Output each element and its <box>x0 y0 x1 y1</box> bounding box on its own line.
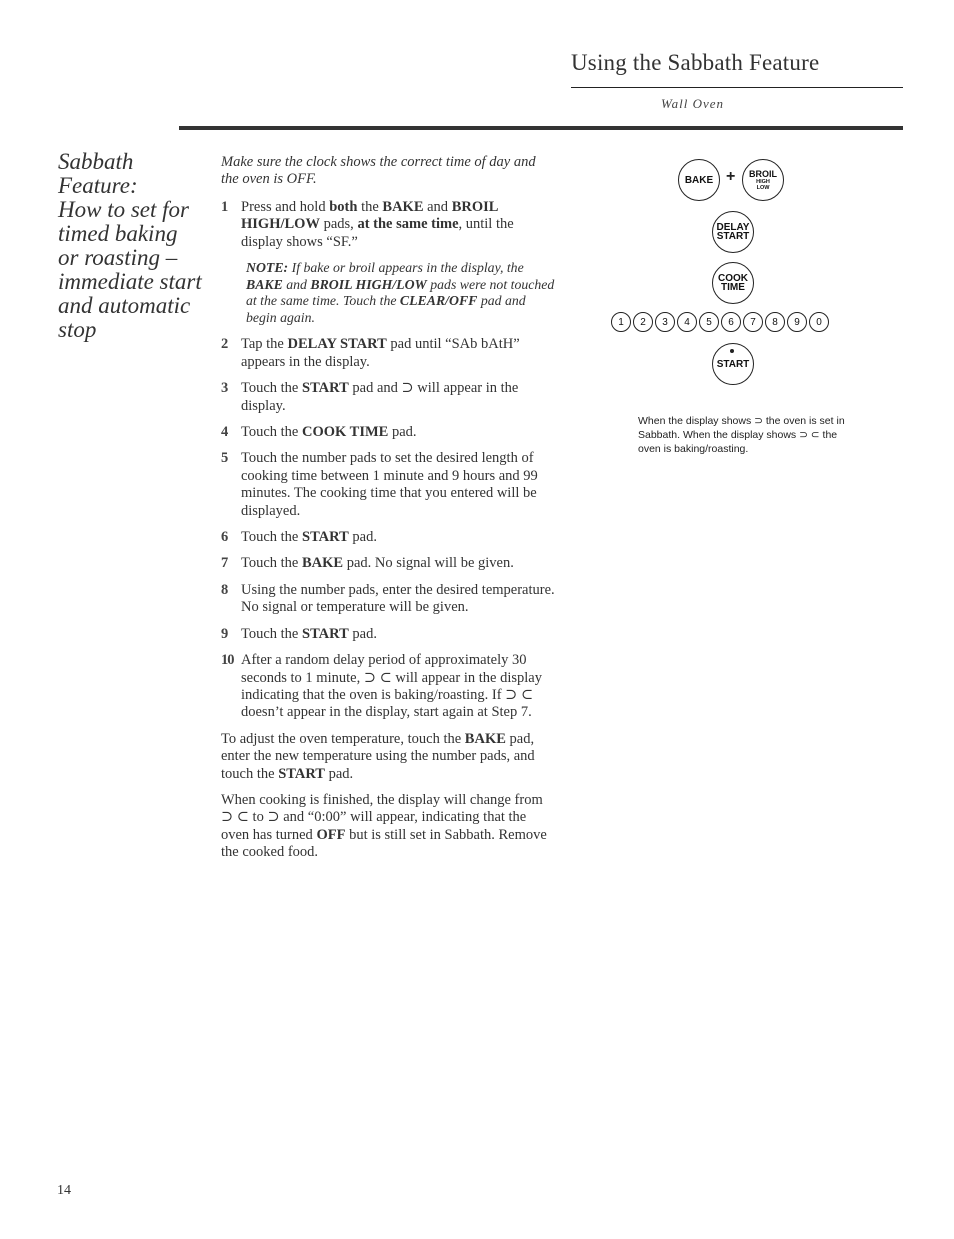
side-heading-line: immediate start <box>58 269 202 294</box>
figure-caption: When the display shows ⊃ the oven is set in Sabbath. When the display shows ⊃ ⊂ the oven is baking/roasting. <box>638 415 845 455</box>
number-pad-4-icon: 4 <box>677 312 697 332</box>
intro-text: Make sure the clock shows the correct time of day and the oven is OFF. <box>221 154 536 188</box>
number-pad-9-icon: 9 <box>787 312 807 332</box>
step-8 <box>221 582 556 617</box>
number-pad-0-icon: 0 <box>809 312 829 332</box>
side-heading-line: or roasting – <box>58 245 178 270</box>
side-heading-line: Feature: <box>58 173 138 198</box>
step-text: Touch the START pad and ⊃ will appear in the display. <box>241 380 519 414</box>
step-text: Press and hold both the BAKE and BROIL HIGH/LOW pads, at the same time, until the display shows “SF.” <box>241 198 514 250</box>
start-pad-indicator-dot <box>730 349 734 353</box>
step-number: 3 <box>221 380 229 397</box>
number-pad-2-icon: 2 <box>633 312 653 332</box>
page-number: 14 <box>57 1183 71 1198</box>
note: NOTE: If bake or broil appears in the display, the BAKE and BROIL HIGH/LOW pads were not touched at the same time. Touch the CLEAR/OFF pad and begin again. <box>246 260 555 325</box>
side-heading-line: timed baking <box>58 221 178 246</box>
side-heading-line: stop <box>58 317 97 342</box>
step-number: 10 <box>221 652 234 669</box>
step-number: 7 <box>221 555 229 572</box>
section-divider <box>179 126 903 130</box>
number-pad-3-icon: 3 <box>655 312 675 332</box>
side-heading <box>58 150 218 342</box>
adjust-temperature-paragraph: To adjust the oven temperature, touch the BAKE pad, enter the new temperature using the number pads, and touch the START pad. <box>221 730 535 782</box>
step-5 <box>221 450 556 520</box>
number-pad-8-icon: 8 <box>765 312 785 332</box>
step-text: Touch the BAKE pad. No signal will be given. <box>241 555 514 572</box>
plus-sign: + <box>726 168 736 185</box>
delay-start-pad-icon: DELAY START <box>712 211 754 253</box>
title-rule <box>571 87 903 88</box>
step-9 <box>221 626 556 643</box>
instructions-column <box>221 154 556 871</box>
step-6 <box>221 529 556 546</box>
side-heading-line: How to set for <box>58 197 189 222</box>
step-number: 8 <box>221 581 229 598</box>
step-number: 6 <box>221 529 229 546</box>
step-text: Touch the START pad. <box>241 625 377 642</box>
number-pad-1-icon: 1 <box>611 312 631 332</box>
step-2 <box>221 336 556 371</box>
step-text: Tap the DELAY START pad until “SAb bAtH” appears in the display. <box>241 336 520 370</box>
step-3 <box>221 380 556 415</box>
cooking-finished-paragraph: When cooking is finished, the display will change from ⊃ ⊂ to ⊃ and “0:00” will appear, indicating that the oven has turned OFF but is still set in Sabbath. Remove the cooked food. <box>221 791 547 861</box>
step-text: Touch the COOK TIME pad. <box>241 424 417 441</box>
side-heading-line: and automatic <box>58 293 191 318</box>
broil-high-low-pad-icon: BROIL HIGH LOW <box>742 159 784 201</box>
bake-pad-icon: BAKE <box>678 159 720 201</box>
step-text: After a random delay period of approximately 30 seconds to 1 minute, ⊃ ⊂ will appear in the display indicating that the oven is baking/roasting. If ⊃ ⊂ doesn’t appear in the display, start again at Step 7. <box>241 652 542 721</box>
page-subtitle: Wall Oven <box>661 96 725 111</box>
step-number: 1 <box>221 198 229 215</box>
step-text: Touch the number pads to set the desired length of cooking time between 1 minute and 9 hours and 99 minutes. The cooking time that you entered will be displayed. <box>241 450 538 519</box>
step-10 <box>221 652 556 722</box>
start-pad-icon: START <box>712 343 754 385</box>
step-text: Using the number pads, enter the desired temperature. No signal or temperature will be given. <box>241 581 555 616</box>
page-title: Using the Sabbath Feature <box>571 50 820 75</box>
number-pad-5-icon: 5 <box>699 312 719 332</box>
step-number: 2 <box>221 336 229 353</box>
step-4 <box>221 424 556 441</box>
step-number: 5 <box>221 450 229 467</box>
step-number: 4 <box>221 424 229 441</box>
step-7 <box>221 555 556 572</box>
step-text: Touch the START pad. <box>241 529 377 546</box>
step-number: 9 <box>221 625 229 642</box>
number-pad-7-icon: 7 <box>743 312 763 332</box>
number-pad-6-icon: 6 <box>721 312 741 332</box>
cook-time-pad-icon: COOK TIME <box>712 262 754 304</box>
step-1 <box>221 199 556 251</box>
side-heading-line: Sabbath <box>58 149 134 174</box>
